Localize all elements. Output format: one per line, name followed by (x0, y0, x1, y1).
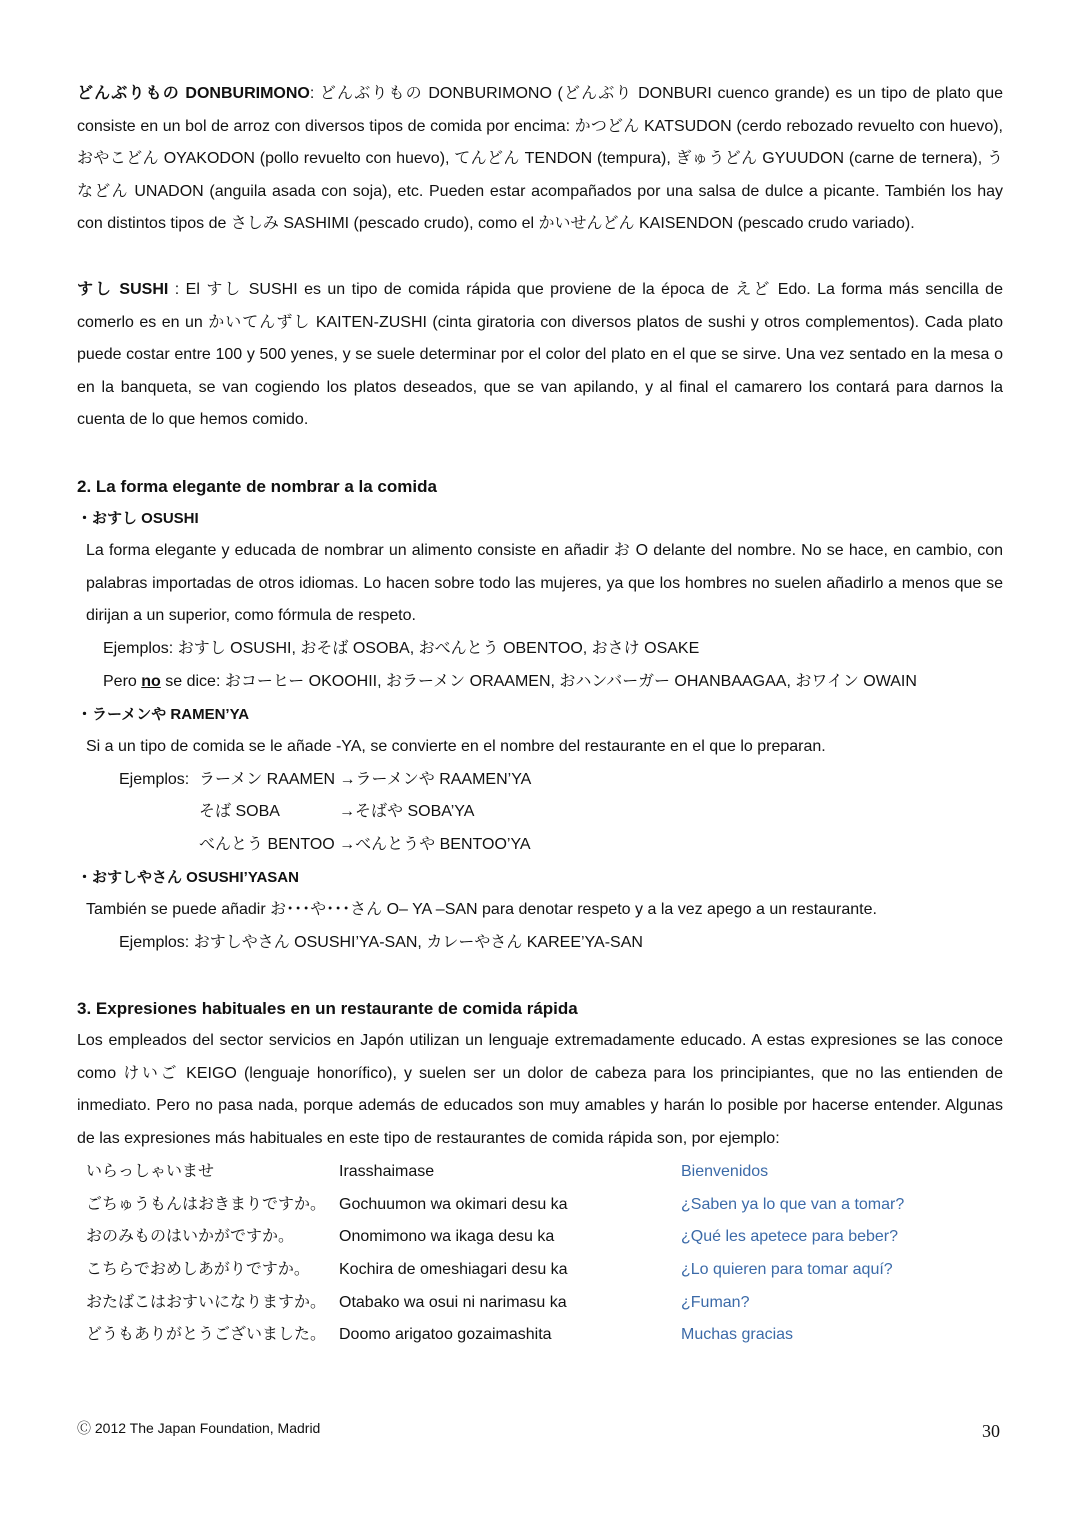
pero-prefix: Pero (103, 673, 142, 690)
osushiyasan-examples: Ejemplos: おすしやさん OSUSHI’YA-SAN, カレーやさん KAREE’YA-SAN (119, 934, 643, 951)
phrase-translation: Bienvenidos (681, 1163, 769, 1180)
donburi-paragraph (77, 78, 1003, 241)
phrase-translation: ¿Fuman? (681, 1294, 750, 1311)
osushi-title: ・おすし OSUSHI (77, 510, 199, 527)
ramenya-example-1: ラーメン RAAMEN →ラーメンや RAAMEN’YA (199, 771, 532, 788)
sushi-title: すし SUSHI (77, 281, 169, 298)
sushi-paragraph (77, 274, 1003, 437)
phrase-translation: ¿Lo quieren para tomar aquí? (681, 1261, 893, 1278)
phrase-romaji: Doomo arigatoo gozaimashita (339, 1326, 552, 1343)
phrase-romaji: Irasshaimase (339, 1163, 435, 1180)
phrase-romaji: Kochira de omeshiagari desu ka (339, 1261, 568, 1278)
pero-suffix: se dice: おコーヒー OKOOHII, おラーメン ORAAMEN, おハンバーガー OHANBAAGAA, おワイン OWAIN (160, 673, 917, 690)
pero-no-emphasis: no (141, 673, 161, 690)
phrase-japanese: どうもありがとうございました。 (86, 1326, 327, 1343)
phrase-japanese: いらっしゃいませ (86, 1163, 215, 1180)
copyright-footer: Ⓒ 2012 The Japan Foundation, Madrid (77, 1420, 321, 1436)
section-3-heading: 3. Expresiones habituales en un restaurante de comida rápida (77, 999, 578, 1018)
phrase-japanese: こちらでおめしあがりですか。 (86, 1261, 310, 1278)
phrase-japanese: ごちゅうもんはおきまりですか。 (86, 1196, 327, 1213)
ramenya-example-2a: そば SOBA (199, 803, 280, 820)
phrase-translation: ¿Saben ya lo que van a tomar? (681, 1196, 905, 1213)
phrase-romaji: Onomimono wa ikaga desu ka (339, 1228, 555, 1245)
osushi-paragraph: La forma elegante y educada de nombrar un alimento consiste en añadir お O delante del nombre. No se hace, en cambio, con palabras importadas de otros idiomas. Lo hacen sobre todo las mujeres, ya que los hombres no suelen añadirlo a menos que se dirijan a un superior, como fórmula de respeto. (86, 542, 1004, 625)
ramenya-text: Si a un tipo de comida se le añade -YA, se convierte en el nombre del restaurante en el que lo preparan. (86, 738, 826, 755)
ramenya-examples-label: Ejemplos: (119, 771, 190, 788)
osushiyasan-text: También se puede añadir お･･･や･･･さん O– YA –SAN para denotar respeto y a la vez apego a un restaurante. (86, 901, 877, 918)
phrase-romaji: Otabako wa osui ni narimasu ka (339, 1294, 567, 1311)
sushi-text: : El すし SUSHI es un tipo de comida rápida que proviene de la época de えど Edo. La forma más sencilla de comerlo es en un かいてんずし KAITEN-ZUSHI (cinta giratoria con diversos platos de sushi y otros complementos). Cada plato puede costar entre 100 y 500 yenes, y se suele determinar por el color del plato en el que se sirve. Una vez sentado en la mesa o en la banqueta, se van cogiendo los platos deseados, que se van apilando, y al final el camarero los contará para darnos la cuenta de lo que hemos comido. (77, 281, 1003, 429)
phrase-translation: ¿Qué les apetece para beber? (681, 1228, 899, 1245)
ramenya-example-3: べんとう BENTOO →べんとうや BENTOO’YA (199, 836, 531, 853)
pero-no-line (103, 672, 917, 692)
osushiyasan-title: ・おすしやさん OSUSHI’YASAN (77, 869, 299, 886)
ramenya-example-2b: →そばや SOBA’YA (339, 803, 475, 820)
osushi-examples: Ejemplos: おすし OSUSHI, おそば OSOBA, おべんとう OBENTOO, おさけ OSAKE (103, 640, 700, 657)
donburi-title: どんぶりもの DONBURIMONO (77, 85, 310, 102)
ramenya-title: ・ラーメンや RAMEN’YA (77, 706, 250, 723)
phrase-japanese: おたばこはおすいになりますか。 (86, 1294, 327, 1311)
phrase-translation: Muchas gracias (681, 1326, 794, 1343)
phrase-japanese: おのみものはいかがですか。 (86, 1228, 295, 1245)
section-3-paragraph: Los empleados del sector servicios en Japón utilizan un lenguaje extremadamente educado. A estas expresiones se las conoce como けいご KEIGO (lenguaje honorífico), y suelen ser un dolor de cabeza para los principiantes, que no las entienden de inmediato. Pero no pasa nada, porque además de educados son muy amables y harán lo posible por hacerse entender. Algunas de las expresiones más habituales en este tipo de restaurantes de comida rápida son, por ejemplo: (77, 1032, 1003, 1147)
phrase-romaji: Gochuumon wa okimari desu ka (339, 1196, 568, 1213)
donburi-text: : どんぶりもの DONBURIMONO (どんぶり DONBURI cuenco grande) es un tipo de plato que consiste en un bol de arroz con diversos tipos de comida por encima: かつどん KATSUDON (cerdo rebozado revuelto con huevo), おやこどん OYAKODON (pollo revuelto con huevo), てんどん TENDON (tempura), ぎゅうどん GYUUDON (carne de ternera), うなどん UNADON (anguila asada con soja), etc. Pueden estar acompañados por una salsa de dulce a picante. También los hay con distintos tipos de さしみ SASHIMI (pescado crudo), como el かいせんどん KAISENDON (pescado crudo variado). (77, 85, 1003, 233)
section-2-heading: 2. La forma elegante de nombrar a la comida (77, 477, 437, 496)
page-number: 30 (982, 1421, 1000, 1441)
